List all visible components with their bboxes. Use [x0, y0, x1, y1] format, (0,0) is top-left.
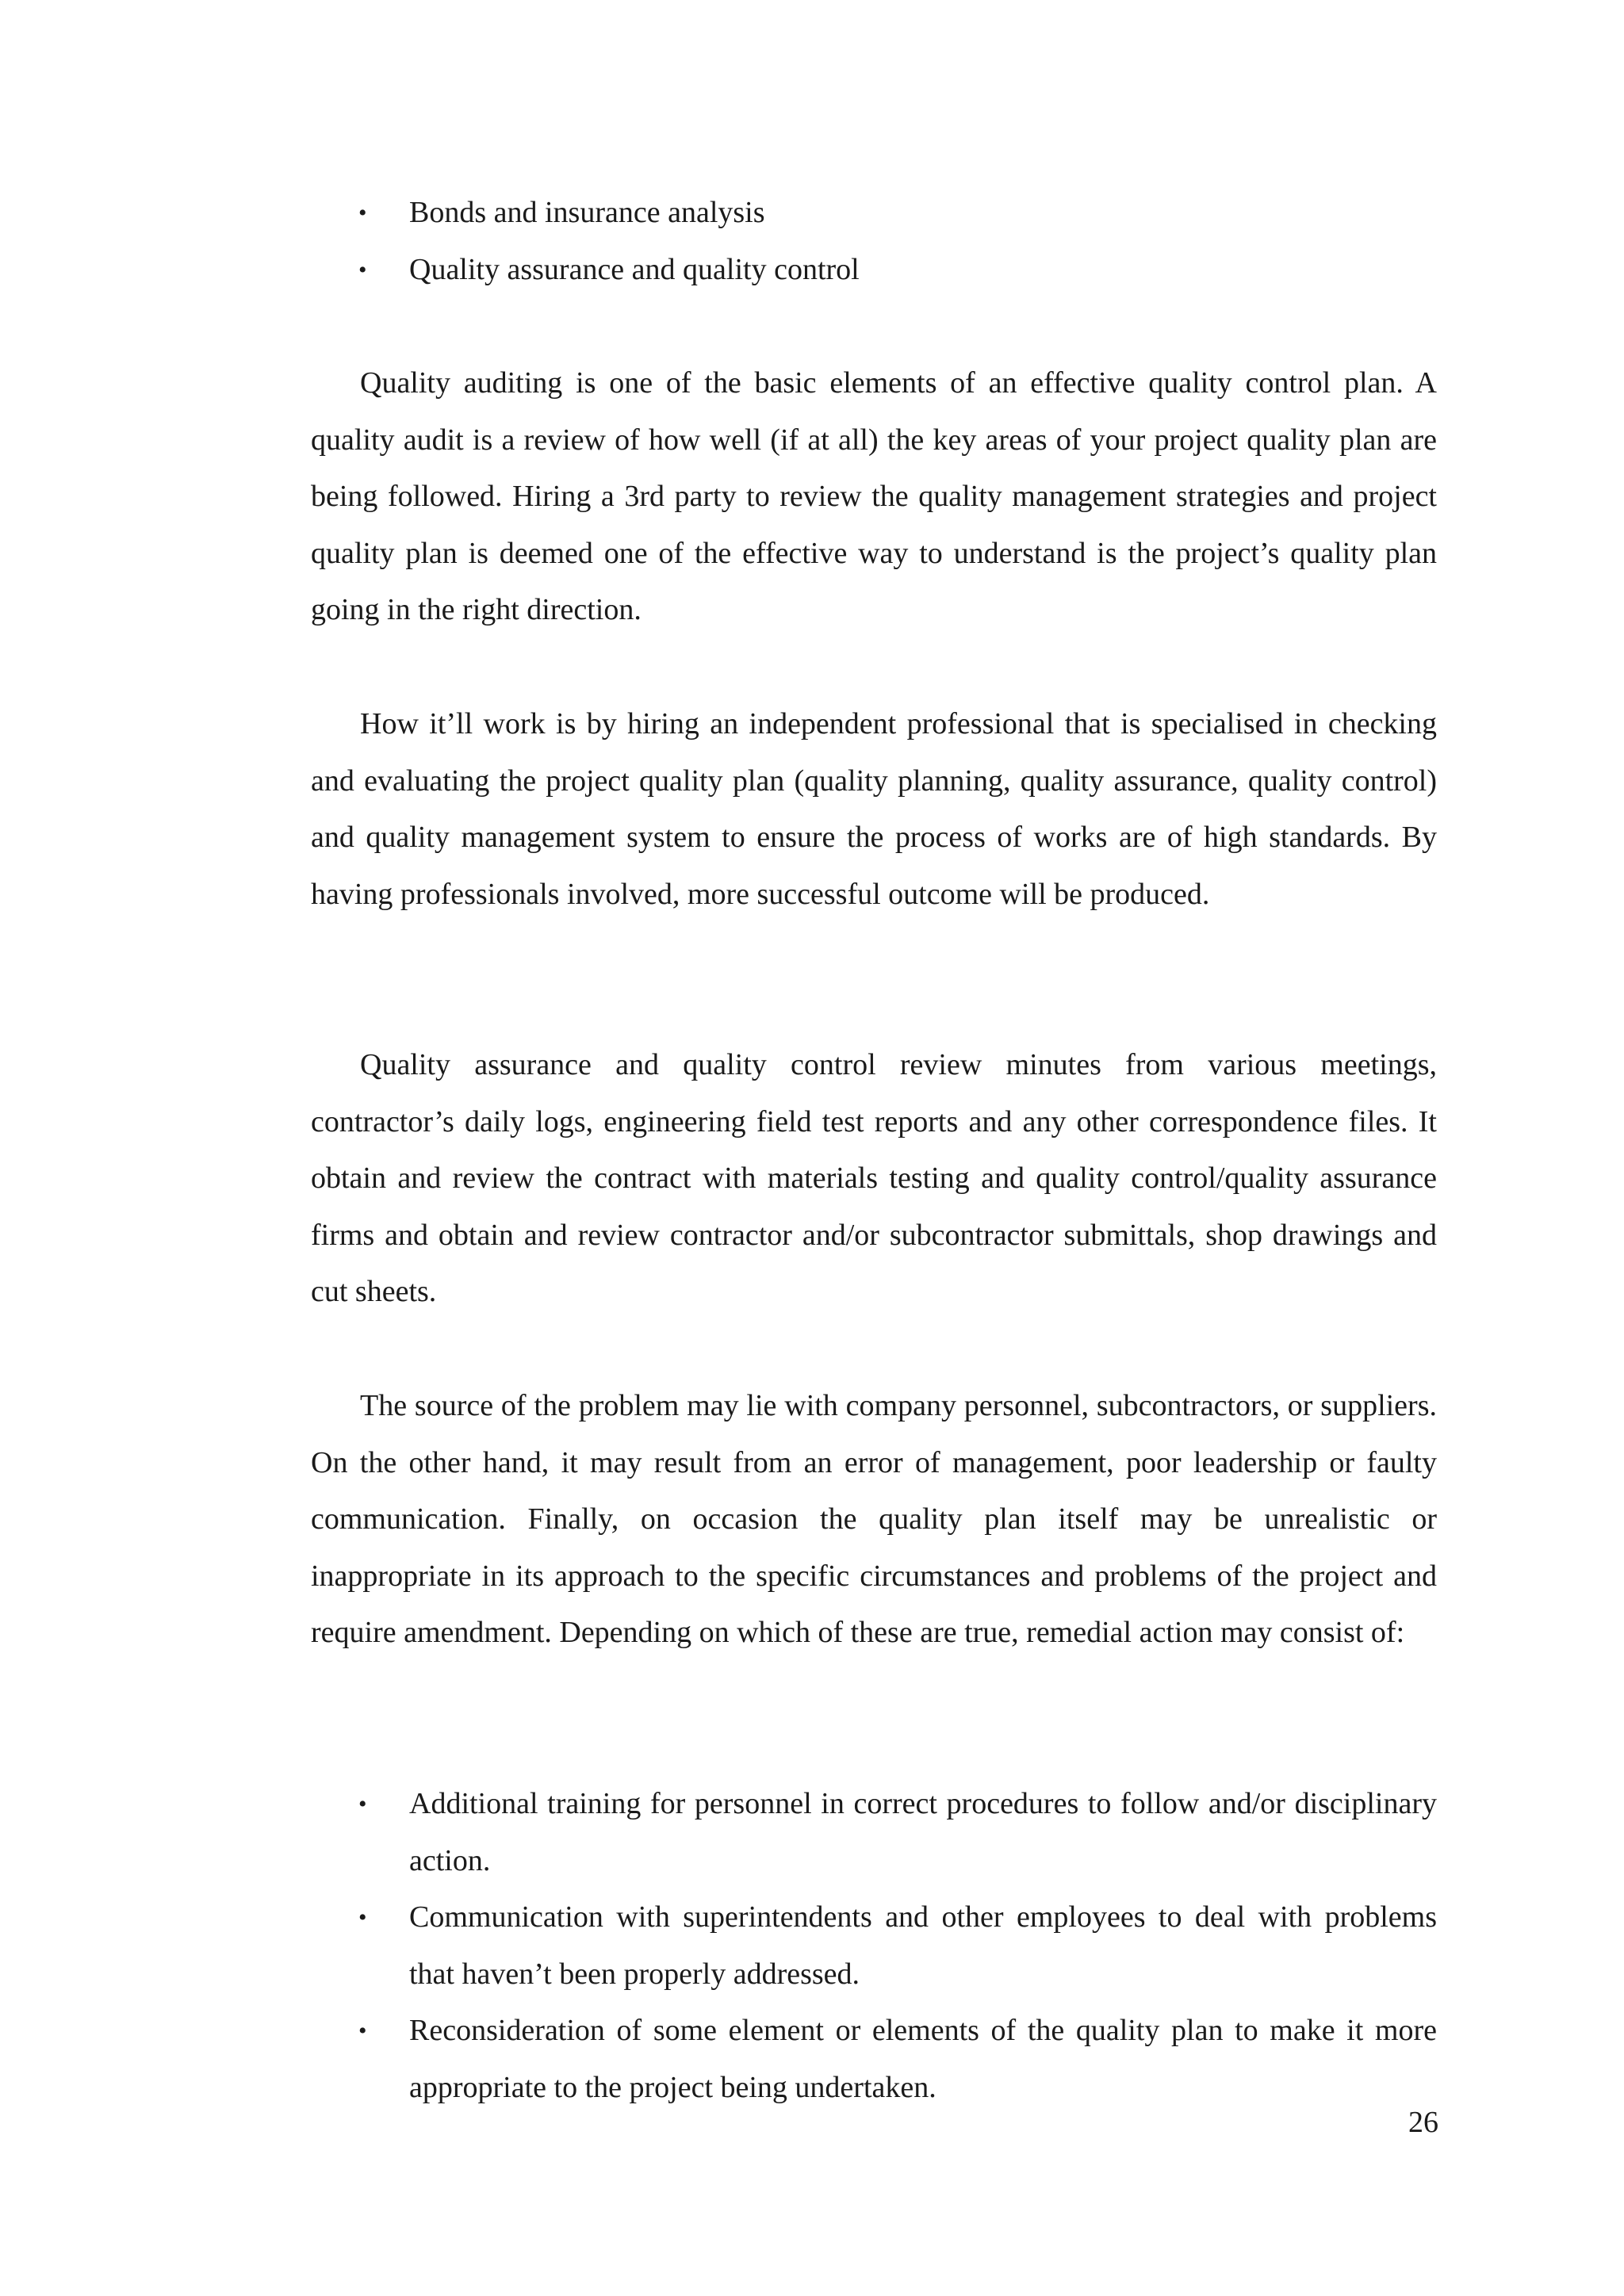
- bullet-icon: •: [358, 1904, 367, 1931]
- list-item-text: Bonds and insurance analysis: [409, 196, 765, 229]
- paragraph: How it’ll work is by hiring an independent professional that is specialised in checking and evaluating the project quality plan (quality planning, quality assurance, quality control) and quality management system to ensure the process of works are of high standards. By having professionals involved, more successful outcome will be produced.: [311, 707, 1437, 911]
- list-item: [311, 1776, 1437, 1889]
- top-bullet-list: [311, 185, 1437, 298]
- paragraph-block-1: [311, 355, 1437, 639]
- paragraph: Quality auditing is one of the basic elements of an effective quality control plan. A quality audit is a review of how well (if at all) the key areas of your project quality plan are being followed. Hiring a 3rd party to review the quality management strategies and project quality plan is deemed one of the effective way to understand is the project’s quality plan going in the right direction.: [311, 366, 1437, 626]
- top-bullet-list-block: [311, 185, 1437, 298]
- paragraph: Quality assurance and quality control review minutes from various meetings, contractor’s daily logs, engineering field test reports and any other correspondence files. It obtain and review the contract with materials testing and quality control/quality assurance firms and obtain and review contractor and/or subcontractor submittals, shop drawings and cut sheets.: [311, 1048, 1437, 1308]
- list-item-text: Reconsideration of some element or elements of the quality plan to make it more appropriate to the project being undertaken.: [409, 2014, 1437, 2104]
- list-item-text: Additional training for personnel in correct procedures to follow and/or disciplinary action.: [409, 1787, 1437, 1877]
- list-item: [311, 2003, 1437, 2116]
- paragraph-block-2: [311, 696, 1437, 923]
- paragraph: The source of the problem may lie with company personnel, subcontractors, or suppliers. On the other hand, it may result from an error of management, poor leadership or faulty communication. Finally, on occasion the quality plan itself may be unrealistic or inappropriate in its approach to the specific circumstances and problems of the project and require amendment. Depending on which of these are true, remedial action may consist of:: [311, 1389, 1437, 1649]
- list-item: [311, 242, 1437, 299]
- paragraph-block-3: [311, 1037, 1437, 1321]
- bullet-icon: •: [358, 200, 367, 226]
- paragraph-block-4: [311, 1378, 1437, 1662]
- bullet-icon: •: [358, 1791, 367, 1817]
- page-number: 26: [1408, 2106, 1438, 2139]
- list-item-text: Quality assurance and quality control: [409, 252, 860, 286]
- bullet-icon: •: [358, 256, 367, 283]
- bottom-bullet-list: [311, 1776, 1437, 2116]
- bottom-bullet-list-block: [311, 1776, 1437, 2116]
- list-item: [311, 185, 1437, 242]
- bullet-icon: •: [358, 2018, 367, 2044]
- list-item: [311, 1889, 1437, 2003]
- list-item-text: Communication with superintendents and other employees to deal with problems that haven’t been properly addressed.: [409, 1900, 1437, 1991]
